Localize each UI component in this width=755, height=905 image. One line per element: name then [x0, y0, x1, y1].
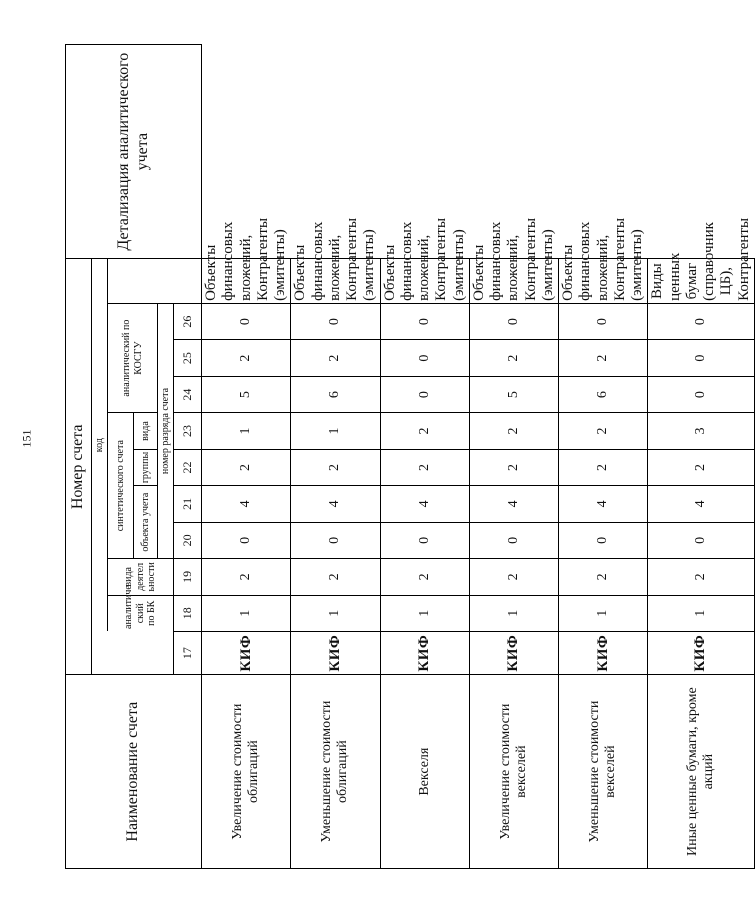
cell-digit-21: 4 — [559, 486, 648, 522]
cell-digit-26: 0 — [469, 303, 558, 339]
account-name: Уменьшение стоимости векселей — [559, 675, 648, 869]
header-digit-number: номер разряда счета — [158, 303, 174, 558]
table-row — [202, 45, 291, 869]
digit-17: 17 — [174, 632, 202, 675]
page-number: 151 — [19, 429, 34, 448]
cell-digit-22: 2 — [291, 449, 380, 485]
cell-digit-20: 0 — [648, 522, 755, 558]
header-code: код — [92, 259, 108, 632]
cell-analytic-bk: КИФ — [380, 632, 469, 675]
table-row — [291, 45, 380, 869]
accounts-table — [65, 44, 755, 869]
cell-digit-19: 2 — [291, 559, 380, 595]
cell-digit-25: 0 — [648, 340, 755, 376]
digit-26: 26 — [174, 303, 202, 339]
cell-digit-19: 2 — [380, 559, 469, 595]
cell-digit-19: 2 — [648, 559, 755, 595]
table-row — [469, 45, 558, 869]
cell-digit-24: 6 — [291, 376, 380, 412]
cell-digit-26: 0 — [291, 303, 380, 339]
cell-digit-22: 2 — [559, 449, 648, 485]
account-name: Увеличение стоимости облигаций — [202, 675, 291, 869]
analytic-detail: Объекты финансовых вложений, Контрагенты (эмитенты) — [380, 259, 469, 304]
analytic-detail: Объекты финансовых вложений, Контрагенты (эмитенты) — [469, 259, 558, 304]
cell-digit-21: 4 — [648, 486, 755, 522]
cell-digit-18: 1 — [469, 595, 558, 631]
cell-digit-26: 0 — [648, 303, 755, 339]
digit-24: 24 — [174, 376, 202, 412]
digit-18: 18 — [174, 595, 202, 631]
cell-digit-25: 2 — [291, 340, 380, 376]
account-name: Иные ценные бумаги, кроме акций — [648, 675, 755, 869]
cell-digit-25: 0 — [380, 340, 469, 376]
table-row — [380, 45, 469, 869]
cell-digit-25: 2 — [202, 340, 291, 376]
cell-digit-22: 2 — [648, 449, 755, 485]
cell-digit-23: 1 — [202, 413, 291, 449]
analytic-detail: Объекты финансовых вложений, Контрагенты (эмитенты) — [291, 259, 380, 304]
cell-digit-18: 1 — [380, 595, 469, 631]
cell-digit-18: 1 — [291, 595, 380, 631]
header-group: группы — [134, 449, 158, 485]
cell-digit-20: 0 — [380, 522, 469, 558]
cell-digit-21: 4 — [202, 486, 291, 522]
cell-analytic-bk: КИФ — [202, 632, 291, 675]
analytic-detail: Объекты финансовых вложений, Контрагенты (эмитенты) — [202, 259, 291, 304]
digit-22: 22 — [174, 449, 202, 485]
cell-digit-20: 0 — [559, 522, 648, 558]
cell-digit-25: 2 — [469, 340, 558, 376]
cell-digit-23: 2 — [469, 413, 558, 449]
header-kind: вида — [134, 413, 158, 449]
digit-20: 20 — [174, 522, 202, 558]
header-account-name: Наименование счета — [66, 675, 202, 869]
cell-digit-26: 0 — [202, 303, 291, 339]
analytic-detail: Виды ценных бумаг (справочник ЦБ), Контрагенты — [648, 259, 755, 304]
header-analytic-bk: аналитиче ский по БК — [108, 595, 174, 631]
cell-digit-18: 1 — [202, 595, 291, 631]
header-activity-type: вида деятел ьности — [108, 559, 174, 595]
digit-23: 23 — [174, 413, 202, 449]
digit-21: 21 — [174, 486, 202, 522]
cell-digit-21: 4 — [469, 486, 558, 522]
cell-digit-23: 3 — [648, 413, 755, 449]
account-name: Векселя — [380, 675, 469, 869]
header-object: объекта учета — [134, 486, 158, 559]
cell-digit-24: 6 — [559, 376, 648, 412]
cell-digit-25: 2 — [559, 340, 648, 376]
account-name: Уменьшение стоимости облигаций — [291, 675, 380, 869]
cell-digit-24: 0 — [648, 376, 755, 412]
cell-digit-19: 2 — [202, 559, 291, 595]
cell-digit-18: 1 — [648, 595, 755, 631]
cell-digit-26: 0 — [380, 303, 469, 339]
cell-digit-23: 2 — [559, 413, 648, 449]
cell-digit-26: 0 — [559, 303, 648, 339]
cell-digit-19: 2 — [469, 559, 558, 595]
header-spacer — [92, 632, 174, 675]
header-kosgu: аналитический по КОСГУ — [108, 303, 158, 412]
account-name: Увеличение стоимости векселей — [469, 675, 558, 869]
cell-digit-24: 5 — [469, 376, 558, 412]
cell-analytic-bk: КИФ — [291, 632, 380, 675]
cell-digit-20: 0 — [202, 522, 291, 558]
cell-analytic-bk: КИФ — [469, 632, 558, 675]
cell-digit-22: 2 — [469, 449, 558, 485]
header-synthetic: синтетического счета — [108, 413, 134, 559]
cell-digit-22: 2 — [380, 449, 469, 485]
cell-digit-22: 2 — [202, 449, 291, 485]
header-account-number: Номер счета — [66, 259, 92, 675]
cell-digit-19: 2 — [559, 559, 648, 595]
analytic-detail: Объекты финансовых вложений, Контрагенты (эмитенты) — [559, 259, 648, 304]
cell-analytic-bk: КИФ — [559, 632, 648, 675]
header-analytic-detail: Детализация аналитического учета — [66, 45, 202, 259]
cell-digit-18: 1 — [559, 595, 648, 631]
cell-analytic-bk: КИФ — [648, 632, 755, 675]
cell-digit-23: 1 — [291, 413, 380, 449]
table-row — [648, 45, 755, 869]
cell-digit-20: 0 — [291, 522, 380, 558]
cell-digit-23: 2 — [380, 413, 469, 449]
cell-digit-21: 4 — [380, 486, 469, 522]
table-body — [202, 45, 755, 869]
rotated-table-container — [65, 44, 752, 869]
cell-digit-20: 0 — [469, 522, 558, 558]
cell-digit-21: 4 — [291, 486, 380, 522]
cell-digit-24: 0 — [380, 376, 469, 412]
digit-19: 19 — [174, 559, 202, 595]
table-row — [559, 45, 648, 869]
cell-digit-24: 5 — [202, 376, 291, 412]
digit-25: 25 — [174, 340, 202, 376]
